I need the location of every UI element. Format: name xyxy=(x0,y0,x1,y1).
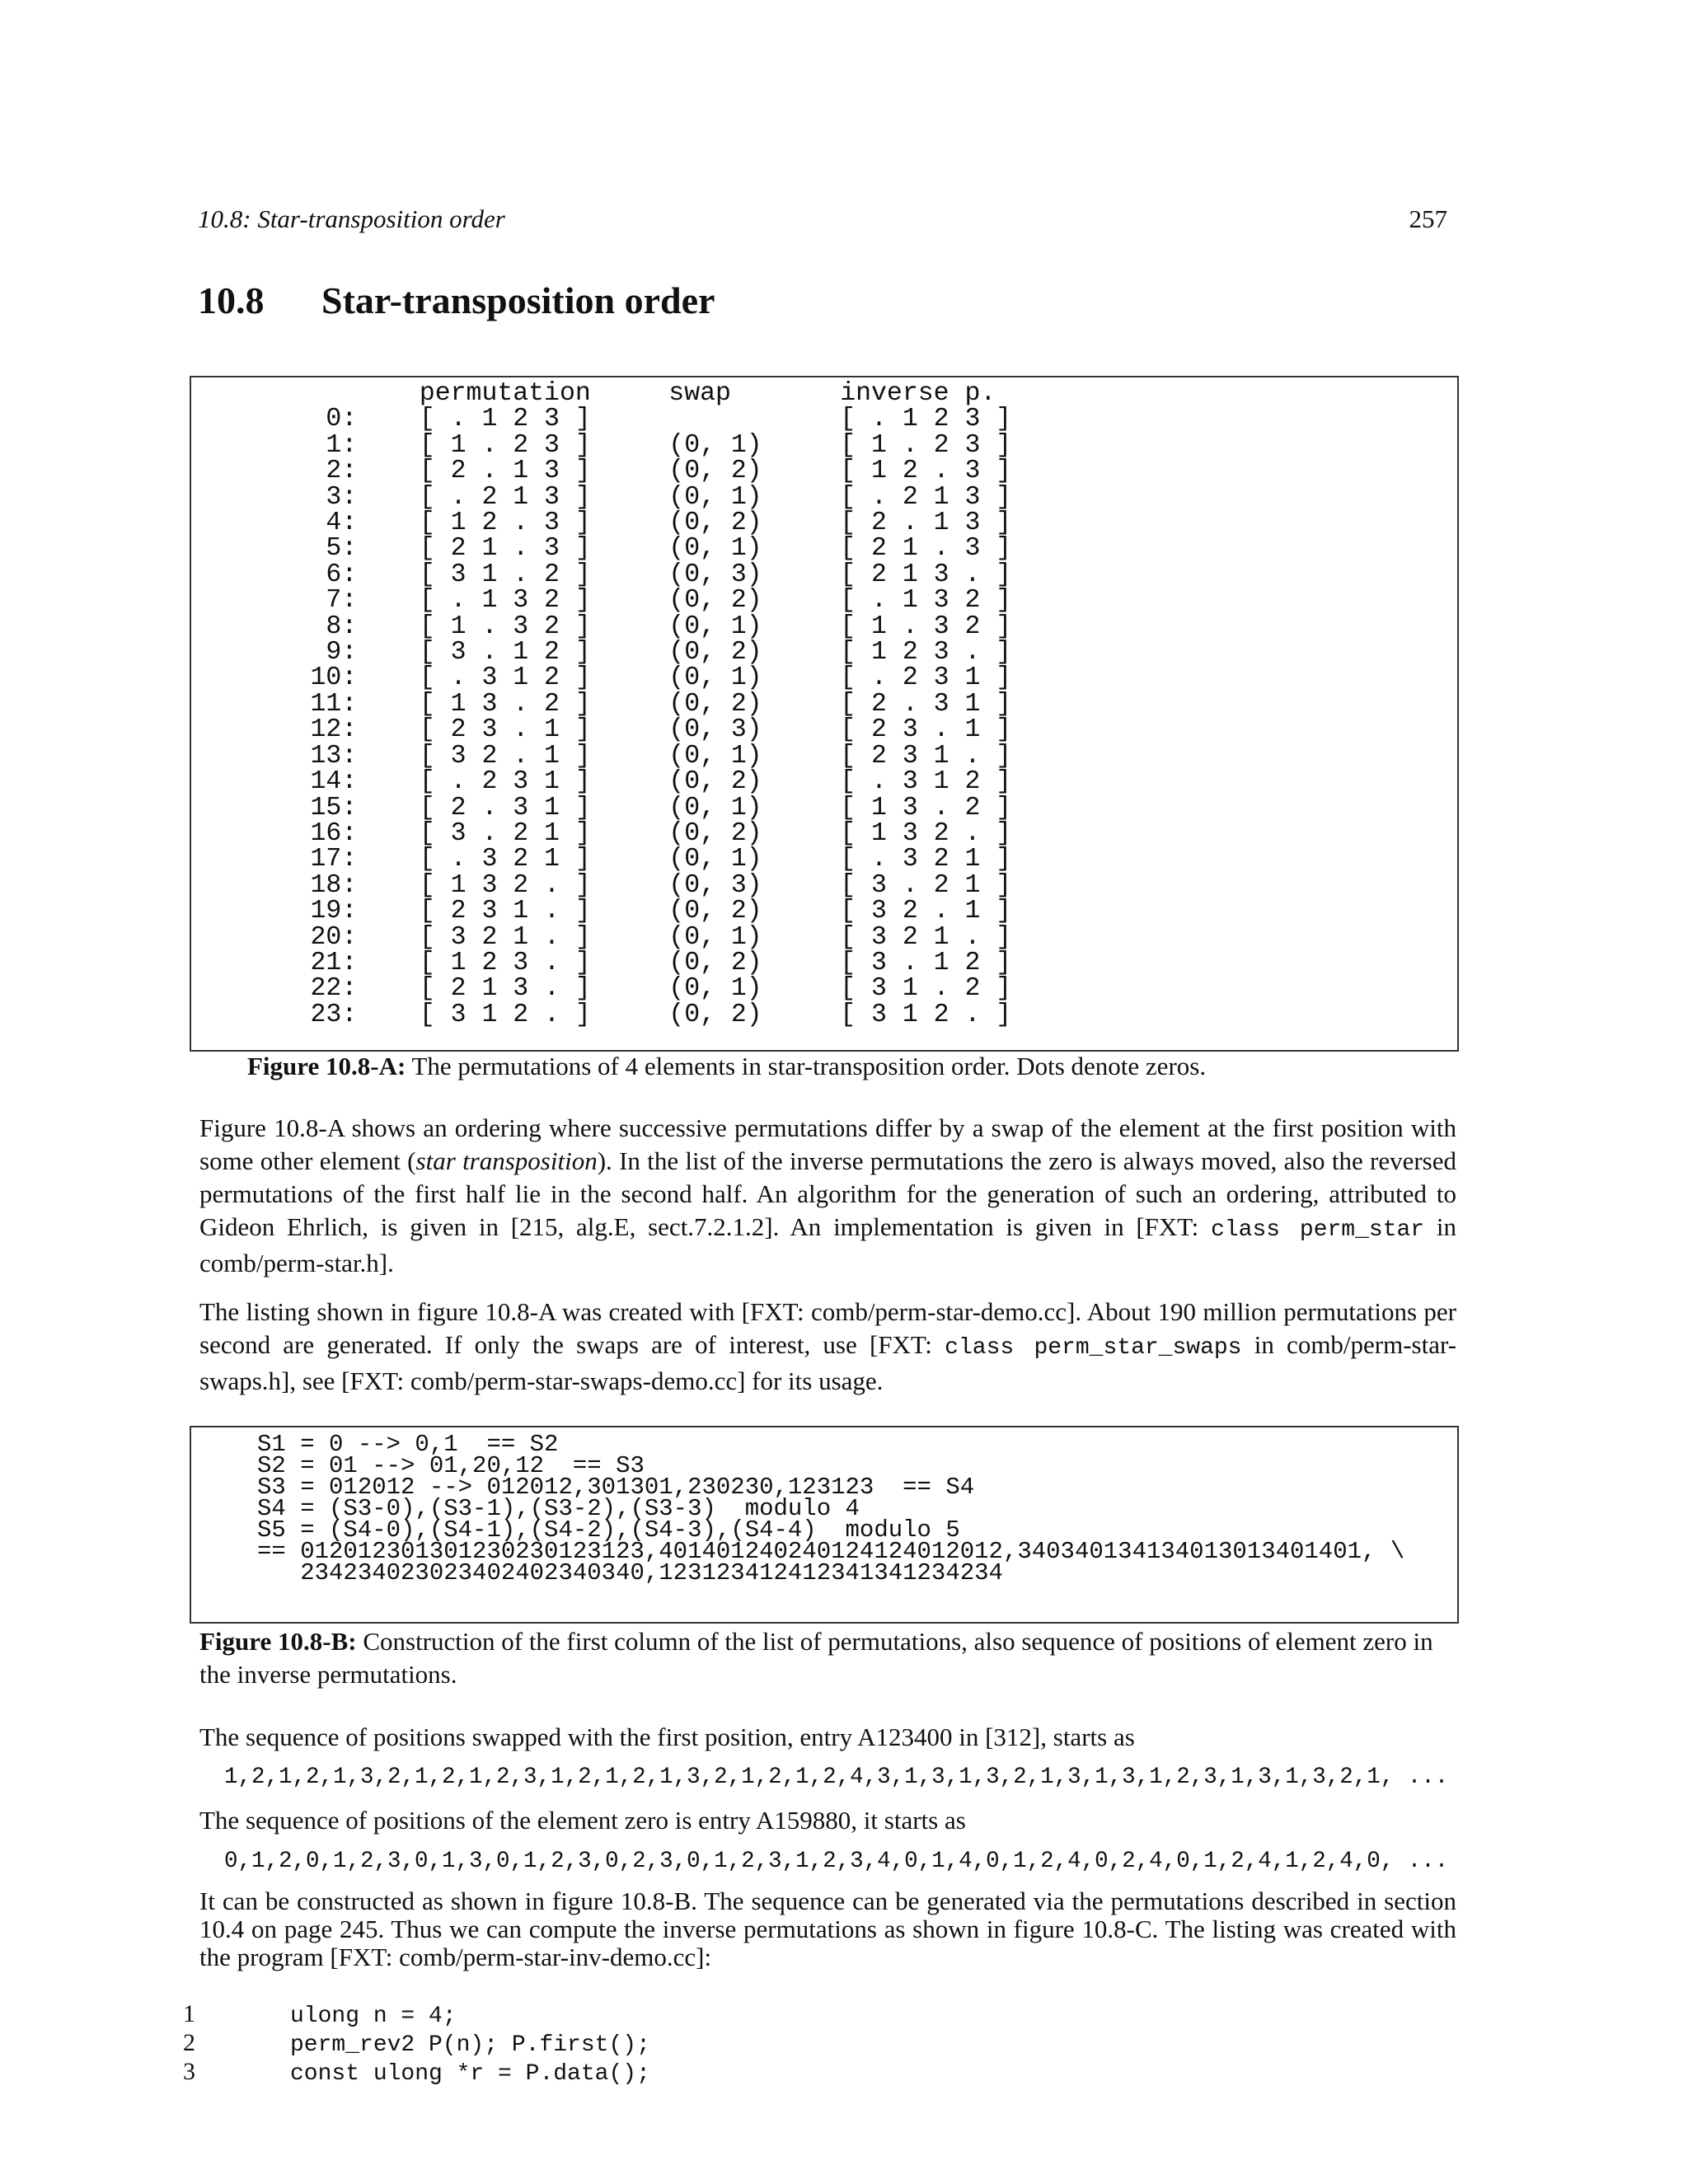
paragraph-4: The sequence of positions of the element zero is entry A159880, it starts as xyxy=(199,1806,966,1835)
line-number: 1 xyxy=(183,2000,195,2027)
figure-b-box xyxy=(190,1426,1459,1624)
figure-b-listing: S1 = 0 --> 0,1 == S2 S2 = 01 --> 01,20,12 == S3 S3 = 012012 --> 012012,301301,230230,123123 == S4 S4 = (S3-0),(S3-1),(S3-2),(S3-3) modulo 4 S5 = (S4-0),(S4-1),(S4-2),(S4-3),(S4-4) modulo 5 == 012012301301230230123123,401401240240124124012012,340340134134013013401401, \ 234234023023402402340340,123123412412341341234234 xyxy=(257,1431,1405,1586)
sequence-a123400: 1,2,1,2,1,3,2,1,2,1,2,3,1,2,1,2,1,3,2,1,2,1,2,4,3,1,3,1,3,2,1,3,1,3,1,2,3,1,3,1,3,2,1, ... xyxy=(224,1765,1449,1790)
para1-text-1: Figure 10.8-A shows an ordering where successive permutations differ by a swap of the element at the first position with some other element ( xyxy=(199,1113,1456,1175)
para1-text-2: ). In the list of the inverse permutations the zero is always moved, also the reversed permutations of the first half lie in the second half. An algorithm for the generation of such an ordering, attributed to Gideon Ehrlich, is given in [215, alg.E, sect.7.2.1.2]. An implementation is given in [FXT: xyxy=(199,1146,1457,1241)
section-heading xyxy=(198,279,715,322)
paragraph-5: It can be constructed as shown in figure 10.8-B. The sequence can be generated via the permutations described in section 10.4 on page 245. Thus we can compute the inverse permutations as shown in figure 10.8-C. The listing was created with the program [FXT: comb/perm-star-inv-demo.cc]: xyxy=(199,1886,1456,1971)
paragraph-3: The sequence of positions swapped with the first position, entry A123400 in [312], starts as xyxy=(199,1722,1135,1751)
sequence-a159880: 0,1,2,0,1,2,3,0,1,3,0,1,2,3,0,2,3,0,1,2,3,1,2,3,4,0,1,4,0,1,2,4,0,2,4,0,1,2,4,1,2,4,0, ... xyxy=(224,1849,1449,1874)
para2-text-2: in comb/perm-star-swaps.h], see [FXT: comb/perm-star-swaps-demo.cc] for its usage. xyxy=(199,1330,1457,1395)
code-line xyxy=(183,2059,650,2088)
code-listing xyxy=(183,2001,650,2088)
figure-a-box xyxy=(190,376,1459,1052)
page-number: 257 xyxy=(1409,204,1447,233)
paragraph-1 xyxy=(199,1112,1456,1280)
figure-b-caption-text: Construction of the first column of the list of permutations, also sequence of positions of element zero in the inverse permutations. xyxy=(199,1627,1433,1689)
code-text: perm_rev2 P(n); P.first(); xyxy=(290,2032,650,2058)
para1-code: class perm_star xyxy=(1211,1217,1425,1243)
section-title: Star-transposition order xyxy=(321,279,715,321)
code-line xyxy=(183,2001,650,2030)
figure-a-caption-text: The permutations of 4 elements in star-transposition order. Dots denote zeros. xyxy=(406,1052,1207,1080)
figure-b-caption xyxy=(199,1625,1456,1691)
code-text: const ulong *r = P.data(); xyxy=(290,2061,650,2087)
running-header: 10.8: Star-transposition order xyxy=(198,204,505,233)
para1-emphasis: star transposition xyxy=(415,1146,598,1175)
para2-text-1: The listing shown in figure 10.8-A was created with [FXT: comb/perm-star-demo.cc]. About 190 million permutations per second are generated. If only the swaps are of interest, use [FXT: xyxy=(199,1297,1456,1359)
figure-a-listing: permutation swap inverse p. 0: [ . 1 2 3 ] [ . 1 2 3 ] 1: [ 1 . 2 3 ] (0, 1) [ 1 . 2 3 ] 2: [ 2 . 1 3 ] (0, 2) [ 1 2 . 3 ] 3: [ . 2 1 3 ] (0, 1) [ . 2 1 3 ] 4: [ 1 2 . 3 ] (0, 2) [ 2 . 1 3 ] 5: [ 2 1 . 3 ] (0, 1) [ 2 1 . 3 ] 6: [ 3 1 . 2 ] (0, 3) [ 2 1 3 . ] 7: [ . 1 3 2 ] (0, 2) [ . 1 3 2 ] 8: [ 1 . 3 2 ] (0, 1) [ 1 . 3 2 ] 9: [ 3 . 1 2 ] (0, 2) [ 1 2 3 . ] 10: [ . 3 1 2 ] (0, 1) [ . 2 3 1 ] 11: [ 1 3 . 2 ] (0, 2) [ 2 . 3 1 ] 12: [ 2 3 . 1 ] (0, 3) [ 2 3 . 1 ] 13: [ 3 2 . 1 ] (0, 1) [ 2 3 1 . ] 14: [ . 2 3 1 ] (0, 2) [ . 3 1 2 ] 15: [ 2 . 3 1 ] (0, 1) [ 1 3 . 2 ] 16: [ 3 . 2 1 ] (0, 2) [ 1 3 2 . ] 17: [ . 3 2 1 ] (0, 1) [ . 3 2 1 ] 18: [ 1 3 2 . ] (0, 3) [ 3 . 2 1 ] 19: [ 2 3 1 . ] (0, 2) [ 3 2 . 1 ] 20: [ 3 2 1 . ] (0, 1) [ 3 2 1 . ] 21: [ 1 2 3 . ] (0, 2) [ 3 . 1 2 ] 22: [ 2 1 3 . ] (0, 1) [ 3 1 . 2 ] 23: [ 3 1 2 . ] (0, 2) [ 3 1 2 . ] xyxy=(310,379,1012,1029)
code-line xyxy=(183,2030,650,2059)
code-text: ulong n = 4; xyxy=(290,2004,457,2029)
paragraph-2 xyxy=(199,1296,1456,1398)
line-number: 3 xyxy=(183,2058,195,2085)
figure-b-caption-label: Figure 10.8-B: xyxy=(199,1627,357,1656)
para2-code: class perm_star_swaps xyxy=(945,1335,1242,1361)
section-number: 10.8 xyxy=(198,279,265,321)
line-number: 2 xyxy=(183,2029,195,2056)
figure-a-caption-label: Figure 10.8-A: xyxy=(247,1052,406,1080)
para1-text-3: in comb/perm-star.h]. xyxy=(199,1212,1456,1277)
figure-a-caption xyxy=(247,1052,1206,1081)
